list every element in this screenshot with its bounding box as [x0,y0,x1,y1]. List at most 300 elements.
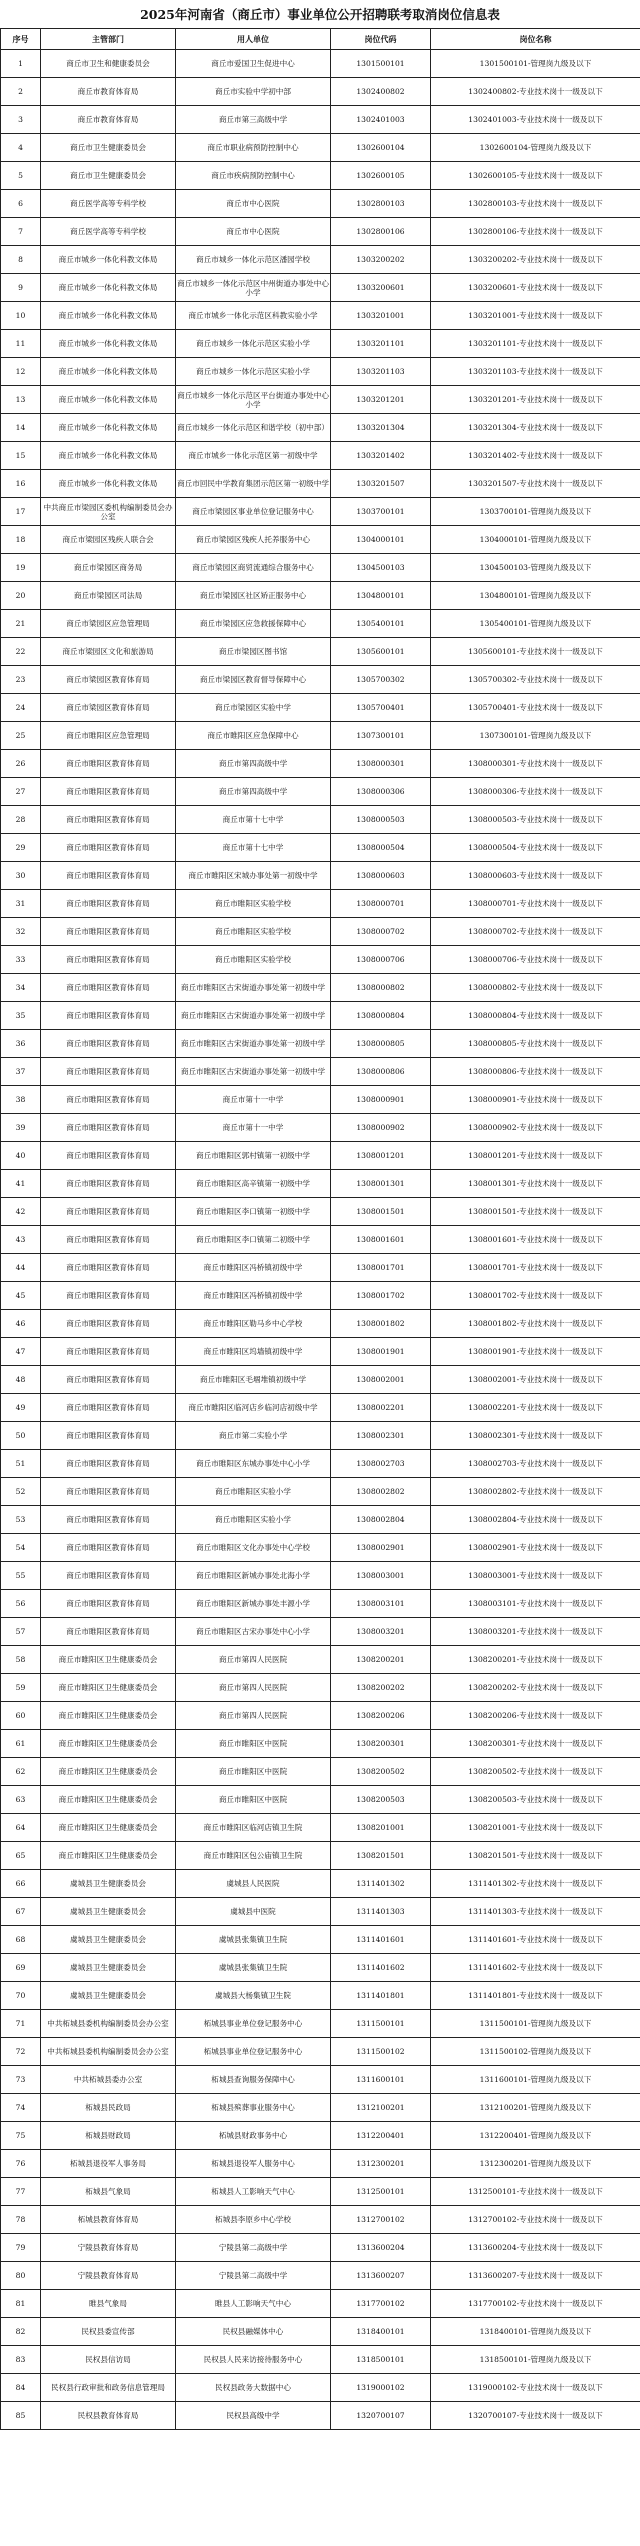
cell-dept: 宁陵县教育体育局 [41,2234,176,2262]
cell-dept: 商丘市城乡一体化科教文体局 [41,386,176,414]
table-row [1,1786,640,1814]
cell-no: 79 [1,2234,41,2262]
cell-no: 83 [1,2346,41,2374]
cell-no: 64 [1,1814,41,1842]
cell-code: 1308002301 [331,1422,431,1450]
cell-name: 1304800101-管理岗九级及以下 [431,582,640,610]
cell-code: 1308002001 [331,1366,431,1394]
cell-name: 1302800103-专业技术岗十一级及以下 [431,190,640,218]
cell-dept: 民权县教育体育局 [41,2402,176,2430]
cell-dept: 商丘医学高等专科学校 [41,218,176,246]
cell-unit: 商丘市睢阳区冯桥镇初级中学 [176,1254,331,1282]
cell-no: 28 [1,806,41,834]
table-row [1,414,640,442]
cell-code: 1312100201 [331,2094,431,2122]
cell-name: 1308000301-专业技术岗十一级及以下 [431,750,640,778]
table-row [1,2402,640,2430]
cell-dept: 商丘市睢阳区教育体育局 [41,750,176,778]
cell-code: 1311401303 [331,1898,431,1926]
cell-unit: 虞城县大杨集镇卫生院 [176,1982,331,2010]
table-row [1,2038,640,2066]
cell-unit: 商丘市睢阳区李口镇第一初级中学 [176,1198,331,1226]
cell-name: 1308001501-专业技术岗十一级及以下 [431,1198,640,1226]
cell-no: 53 [1,1506,41,1534]
cell-dept: 商丘市梁园区教育体育局 [41,694,176,722]
cell-dept: 商丘市梁园区残疾人联合会 [41,526,176,554]
cell-name: 1308002703-专业技术岗十一级及以下 [431,1450,640,1478]
cell-no: 41 [1,1170,41,1198]
cell-name: 1313600207-专业技术岗十一级及以下 [431,2262,640,2290]
column-header-name: 岗位名称 [431,29,640,50]
cell-code: 1308003101 [331,1590,431,1618]
table-row [1,1478,640,1506]
cell-no: 72 [1,2038,41,2066]
cell-name: 1308200202-专业技术岗十一级及以下 [431,1674,640,1702]
cell-name: 1308003201-专业技术岗十一级及以下 [431,1618,640,1646]
table-row [1,2290,640,2318]
cell-dept: 商丘市睢阳区教育体育局 [41,778,176,806]
cell-dept: 中共柘城县委机构编制委员会办公室 [41,2038,176,2066]
cell-unit: 商丘市第十一中学 [176,1086,331,1114]
cell-code: 1303201507 [331,470,431,498]
cell-no: 37 [1,1058,41,1086]
cell-dept: 商丘市睢阳区教育体育局 [41,1058,176,1086]
cell-code: 1303200202 [331,246,431,274]
cell-code: 1305600101 [331,638,431,666]
cell-unit: 商丘市睢阳区冯桥镇初级中学 [176,1282,331,1310]
cell-unit: 商丘市睢阳区高辛镇第一初级中学 [176,1170,331,1198]
cell-unit: 商丘市梁园区教育督导保障中心 [176,666,331,694]
cell-code: 1308000301 [331,750,431,778]
cell-code: 1308000805 [331,1030,431,1058]
table-row [1,1982,640,2010]
cell-no: 75 [1,2122,41,2150]
cell-code: 1308001201 [331,1142,431,1170]
cell-dept: 商丘市教育体育局 [41,106,176,134]
cell-unit: 柘城县殡葬事业服务中心 [176,2094,331,2122]
cell-name: 1303201103-专业技术岗十一级及以下 [431,358,640,386]
cell-dept: 商丘市睢阳区教育体育局 [41,918,176,946]
table-row [1,302,640,330]
cell-no: 8 [1,246,41,274]
cell-code: 1308001701 [331,1254,431,1282]
table-row [1,218,640,246]
cell-name: 1308200201-专业技术岗十一级及以下 [431,1646,640,1674]
cell-unit: 商丘市睢阳区实验学校 [176,890,331,918]
cell-name: 1308001802-专业技术岗十一级及以下 [431,1310,640,1338]
cell-name: 1303200202-专业技术岗十一级及以下 [431,246,640,274]
table-row [1,2010,640,2038]
cell-unit: 民权县融媒体中心 [176,2318,331,2346]
table-row [1,246,640,274]
table-row [1,666,640,694]
cell-name: 1303700101-管理岗九级及以下 [431,498,640,526]
table-row [1,1590,640,1618]
cell-no: 80 [1,2262,41,2290]
cell-no: 73 [1,2066,41,2094]
cell-code: 1312200401 [331,2122,431,2150]
cell-dept: 柘城县教育体育局 [41,2206,176,2234]
cell-unit: 商丘市睢阳区中医院 [176,1730,331,1758]
table-row [1,694,640,722]
cell-unit: 商丘市城乡一体化示范区科教实验小学 [176,302,331,330]
table-row [1,134,640,162]
table-row [1,386,640,414]
cell-dept: 商丘市睢阳区教育体育局 [41,1450,176,1478]
cell-dept: 商丘市睢阳区教育体育局 [41,1478,176,1506]
cell-no: 5 [1,162,41,190]
cell-unit: 商丘市睢阳区实验学校 [176,918,331,946]
cell-unit: 商丘市睢阳区东城办事处中心小学 [176,1450,331,1478]
cell-code: 1311600101 [331,2066,431,2094]
cell-code: 1302600105 [331,162,431,190]
table-row [1,1058,640,1086]
cell-name: 1305600101-专业技术岗十一级及以下 [431,638,640,666]
cell-name: 1308000706-专业技术岗十一级及以下 [431,946,640,974]
cell-code: 1312500101 [331,2178,431,2206]
cell-unit: 商丘市第四人民医院 [176,1646,331,1674]
cell-no: 50 [1,1422,41,1450]
cell-unit: 虞城县张集镇卫生院 [176,1926,331,1954]
cell-dept: 民权县行政审批和政务信息管理局 [41,2374,176,2402]
cell-dept: 商丘市睢阳区教育体育局 [41,1590,176,1618]
cell-dept: 民权县委宣传部 [41,2318,176,2346]
cell-code: 1308001901 [331,1338,431,1366]
table-row [1,638,640,666]
cell-unit: 商丘市第十一中学 [176,1114,331,1142]
cell-code: 1305400101 [331,610,431,638]
cell-no: 30 [1,862,41,890]
cell-dept: 民权县信访局 [41,2346,176,2374]
cell-unit: 商丘市睢阳区毛堌堆镇初级中学 [176,1366,331,1394]
cell-dept: 商丘市睢阳区卫生健康委员会 [41,1758,176,1786]
cell-unit: 商丘市第十七中学 [176,806,331,834]
cell-code: 1308000706 [331,946,431,974]
cell-dept: 商丘市睢阳区卫生健康委员会 [41,1674,176,1702]
cell-name: 1311401801-专业技术岗十一级及以下 [431,1982,640,2010]
cell-code: 1320700107 [331,2402,431,2430]
cell-name: 1302400802-专业技术岗十一级及以下 [431,78,640,106]
cell-name: 1302800106-专业技术岗十一级及以下 [431,218,640,246]
cell-name: 1312100201-管理岗九级及以下 [431,2094,640,2122]
cell-no: 61 [1,1730,41,1758]
cell-code: 1308200502 [331,1758,431,1786]
table-row [1,1562,640,1590]
cell-unit: 商丘市睢阳区郭村镇第一初级中学 [176,1142,331,1170]
cell-unit: 商丘市疾病预防控制中心 [176,162,331,190]
cell-name: 1301500101-管理岗九级及以下 [431,50,640,78]
cell-dept: 商丘市睢阳区教育体育局 [41,806,176,834]
table-row [1,2066,640,2094]
cell-unit: 商丘市中心医院 [176,190,331,218]
cell-code: 1304800101 [331,582,431,610]
cell-dept: 商丘市睢阳区教育体育局 [41,1142,176,1170]
table-row [1,1842,640,1870]
cell-dept: 商丘市睢阳区教育体育局 [41,1366,176,1394]
cell-code: 1311401801 [331,1982,431,2010]
cell-unit: 商丘市睢阳区应急保障中心 [176,722,331,750]
cell-no: 29 [1,834,41,862]
cell-unit: 虞城县中医院 [176,1898,331,1926]
table-row [1,358,640,386]
column-header-code: 岗位代码 [331,29,431,50]
cell-dept: 商丘市梁园区应急管理局 [41,610,176,638]
cell-code: 1308003001 [331,1562,431,1590]
cell-code: 1308001702 [331,1282,431,1310]
cell-name: 1308000806-专业技术岗十一级及以下 [431,1058,640,1086]
cell-dept: 柘城县退役军人事务局 [41,2150,176,2178]
cell-name: 1308200206-专业技术岗十一级及以下 [431,1702,640,1730]
cell-dept: 虞城县卫生健康委员会 [41,1926,176,1954]
table-row [1,190,640,218]
column-header-unit: 用人单位 [176,29,331,50]
cell-code: 1311500102 [331,2038,431,2066]
cell-unit: 柘城县事业单位登记服务中心 [176,2038,331,2066]
cell-name: 1308001901-专业技术岗十一级及以下 [431,1338,640,1366]
table-row [1,442,640,470]
cell-dept: 商丘市睢阳区卫生健康委员会 [41,1702,176,1730]
cell-no: 4 [1,134,41,162]
cell-unit: 商丘市睢阳区古宋街道办事处第一初级中学 [176,974,331,1002]
cell-name: 1305400101-管理岗九级及以下 [431,610,640,638]
cell-no: 71 [1,2010,41,2038]
cell-code: 1303201101 [331,330,431,358]
cell-code: 1308000806 [331,1058,431,1086]
cell-code: 1308001501 [331,1198,431,1226]
cell-unit: 商丘市第四高级中学 [176,778,331,806]
table-row [1,2150,640,2178]
table-row [1,582,640,610]
table-row [1,1450,640,1478]
cell-no: 10 [1,302,41,330]
cell-unit: 商丘市第二实验小学 [176,1422,331,1450]
cell-unit: 商丘市睢阳区新城办事处丰源小学 [176,1590,331,1618]
cell-no: 38 [1,1086,41,1114]
cell-no: 40 [1,1142,41,1170]
cell-code: 1308002802 [331,1478,431,1506]
cell-unit: 商丘市睢阳区临河店镇卫生院 [176,1814,331,1842]
cell-code: 1303201304 [331,414,431,442]
cell-dept: 商丘市城乡一体化科教文体局 [41,302,176,330]
cell-name: 1303201507-专业技术岗十一级及以下 [431,470,640,498]
table-row [1,1730,640,1758]
cell-code: 1308200201 [331,1646,431,1674]
table-row [1,2262,640,2290]
cell-dept: 商丘市睢阳区教育体育局 [41,1310,176,1338]
cell-no: 16 [1,470,41,498]
table-row [1,834,640,862]
cell-no: 7 [1,218,41,246]
table-row [1,1282,640,1310]
cell-unit: 商丘市第四人民医院 [176,1674,331,1702]
cell-unit: 商丘市第三高级中学 [176,106,331,134]
cell-no: 45 [1,1282,41,1310]
cell-name: 1303201101-专业技术岗十一级及以下 [431,330,640,358]
cell-name: 1311401601-专业技术岗十一级及以下 [431,1926,640,1954]
cell-no: 81 [1,2290,41,2318]
cell-unit: 商丘市城乡一体化示范区和谐学校（初中部） [176,414,331,442]
cancelled-positions-table [0,28,640,2430]
cell-name: 1303201001-专业技术岗十一级及以下 [431,302,640,330]
cell-code: 1305700302 [331,666,431,694]
cell-code: 1302800103 [331,190,431,218]
cell-code: 1308000701 [331,890,431,918]
cell-unit: 商丘市睢阳区实验学校 [176,946,331,974]
table-row [1,1422,640,1450]
cell-unit: 商丘市梁园区实验中学 [176,694,331,722]
cell-unit: 商丘市睢阳区中医院 [176,1758,331,1786]
cell-unit: 商丘市梁园区图书馆 [176,638,331,666]
cell-no: 23 [1,666,41,694]
cell-no: 24 [1,694,41,722]
cell-name: 1308000504-专业技术岗十一级及以下 [431,834,640,862]
cell-dept: 商丘市睢阳区卫生健康委员会 [41,1646,176,1674]
cell-name: 1318400101-管理岗九级及以下 [431,2318,640,2346]
table-row [1,974,640,1002]
cell-name: 1308000901-专业技术岗十一级及以下 [431,1086,640,1114]
cell-code: 1312300201 [331,2150,431,2178]
cell-no: 51 [1,1450,41,1478]
table-row [1,1646,640,1674]
cell-unit: 商丘市爱国卫生促进中心 [176,50,331,78]
cell-unit: 商丘市睢阳区实验小学 [176,1506,331,1534]
cell-code: 1308001802 [331,1310,431,1338]
cell-dept: 商丘市城乡一体化科教文体局 [41,442,176,470]
column-header-dept: 主管部门 [41,29,176,50]
cell-dept: 商丘市睢阳区教育体育局 [41,1562,176,1590]
cell-code: 1308000802 [331,974,431,1002]
cell-no: 13 [1,386,41,414]
cell-dept: 商丘市城乡一体化科教文体局 [41,274,176,302]
cell-unit: 柘城县退役军人服务中心 [176,2150,331,2178]
table-row [1,1506,640,1534]
table-row [1,806,640,834]
table-row [1,2178,640,2206]
cell-unit: 民权县人民来访接待服务中心 [176,2346,331,2374]
cell-code: 1308000306 [331,778,431,806]
cell-code: 1308000902 [331,1114,431,1142]
table-header-row [1,29,640,50]
cell-dept: 商丘市教育体育局 [41,78,176,106]
cell-unit: 商丘市梁园区应急救援保障中心 [176,610,331,638]
cell-no: 54 [1,1534,41,1562]
cell-code: 1308000504 [331,834,431,862]
cell-no: 32 [1,918,41,946]
table-row [1,1226,640,1254]
cell-dept: 商丘市睢阳区卫生健康委员会 [41,1786,176,1814]
cell-unit: 商丘市睢阳区宋城办事处第一初级中学 [176,862,331,890]
cell-dept: 宁陵县教育体育局 [41,2262,176,2290]
cell-no: 12 [1,358,41,386]
cell-unit: 柘城县财政事务中心 [176,2122,331,2150]
table-row [1,2346,640,2374]
cell-code: 1308003201 [331,1618,431,1646]
cell-dept: 商丘市睢阳区教育体育局 [41,1618,176,1646]
cell-code: 1308000901 [331,1086,431,1114]
cell-name: 1307300101-管理岗九级及以下 [431,722,640,750]
cell-no: 63 [1,1786,41,1814]
table-row [1,2094,640,2122]
cell-code: 1308000702 [331,918,431,946]
cell-dept: 商丘市睢阳区卫生健康委员会 [41,1730,176,1758]
cell-code: 1317700102 [331,2290,431,2318]
cell-no: 60 [1,1702,41,1730]
cell-name: 1308201501-专业技术岗十一级及以下 [431,1842,640,1870]
table-row [1,1002,640,1030]
cell-code: 1303201201 [331,386,431,414]
cell-dept: 商丘市睢阳区教育体育局 [41,1422,176,1450]
cell-name: 1308000603-专业技术岗十一级及以下 [431,862,640,890]
cell-dept: 虞城县卫生健康委员会 [41,1870,176,1898]
table-row [1,1674,640,1702]
cell-no: 74 [1,2094,41,2122]
cell-no: 2 [1,78,41,106]
table-row [1,470,640,498]
cell-code: 1308002703 [331,1450,431,1478]
cell-no: 69 [1,1954,41,1982]
cell-unit: 虞城县人民医院 [176,1870,331,1898]
table-row [1,1394,640,1422]
cell-name: 1302401003-专业技术岗十一级及以下 [431,106,640,134]
cell-dept: 商丘市睢阳区应急管理局 [41,722,176,750]
column-header-no: 序号 [1,29,41,50]
cell-dept: 柘城县财政局 [41,2122,176,2150]
cell-code: 1302400802 [331,78,431,106]
cell-no: 11 [1,330,41,358]
cell-no: 39 [1,1114,41,1142]
table-row [1,862,640,890]
cell-no: 52 [1,1478,41,1506]
cell-no: 85 [1,2402,41,2430]
table-row [1,1170,640,1198]
cell-no: 36 [1,1030,41,1058]
cell-unit: 商丘市梁园区残疾人托养服务中心 [176,526,331,554]
cell-name: 1308201001-专业技术岗十一级及以下 [431,1814,640,1842]
cell-unit: 睢县人工影响天气中心 [176,2290,331,2318]
cell-name: 1308003001-专业技术岗十一级及以下 [431,1562,640,1590]
cell-name: 1308002301-专业技术岗十一级及以下 [431,1422,640,1450]
cell-dept: 商丘市城乡一体化科教文体局 [41,470,176,498]
cell-unit: 商丘市睢阳区古宋街道办事处第一初级中学 [176,1058,331,1086]
cell-unit: 商丘市中心医院 [176,218,331,246]
cell-name: 1308200301-专业技术岗十一级及以下 [431,1730,640,1758]
cell-name: 1311500101-管理岗九级及以下 [431,2010,640,2038]
cell-no: 22 [1,638,41,666]
cell-code: 1304000101 [331,526,431,554]
cell-name: 1313600204-专业技术岗十一级及以下 [431,2234,640,2262]
cell-no: 78 [1,2206,41,2234]
table-row [1,526,640,554]
cell-dept: 商丘市睢阳区教育体育局 [41,890,176,918]
cell-no: 15 [1,442,41,470]
cell-name: 1319000102-专业技术岗十一级及以下 [431,2374,640,2402]
cell-name: 1308002804-专业技术岗十一级及以下 [431,1506,640,1534]
cell-dept: 中共柘城县委机构编制委员会办公室 [41,2010,176,2038]
table-row [1,554,640,582]
cell-code: 1319000102 [331,2374,431,2402]
cell-name: 1308002201-专业技术岗十一级及以下 [431,1394,640,1422]
cell-no: 35 [1,1002,41,1030]
table-row [1,1954,640,1982]
cell-name: 1312700102-专业技术岗十一级及以下 [431,2206,640,2234]
cell-no: 42 [1,1198,41,1226]
table-row [1,1758,640,1786]
cell-unit: 商丘市城乡一体化示范区第一初级中学 [176,442,331,470]
cell-name: 1304500103-管理岗九级及以下 [431,554,640,582]
cell-dept: 商丘市城乡一体化科教文体局 [41,330,176,358]
cell-code: 1312700102 [331,2206,431,2234]
cell-dept: 商丘市睢阳区教育体育局 [41,1534,176,1562]
